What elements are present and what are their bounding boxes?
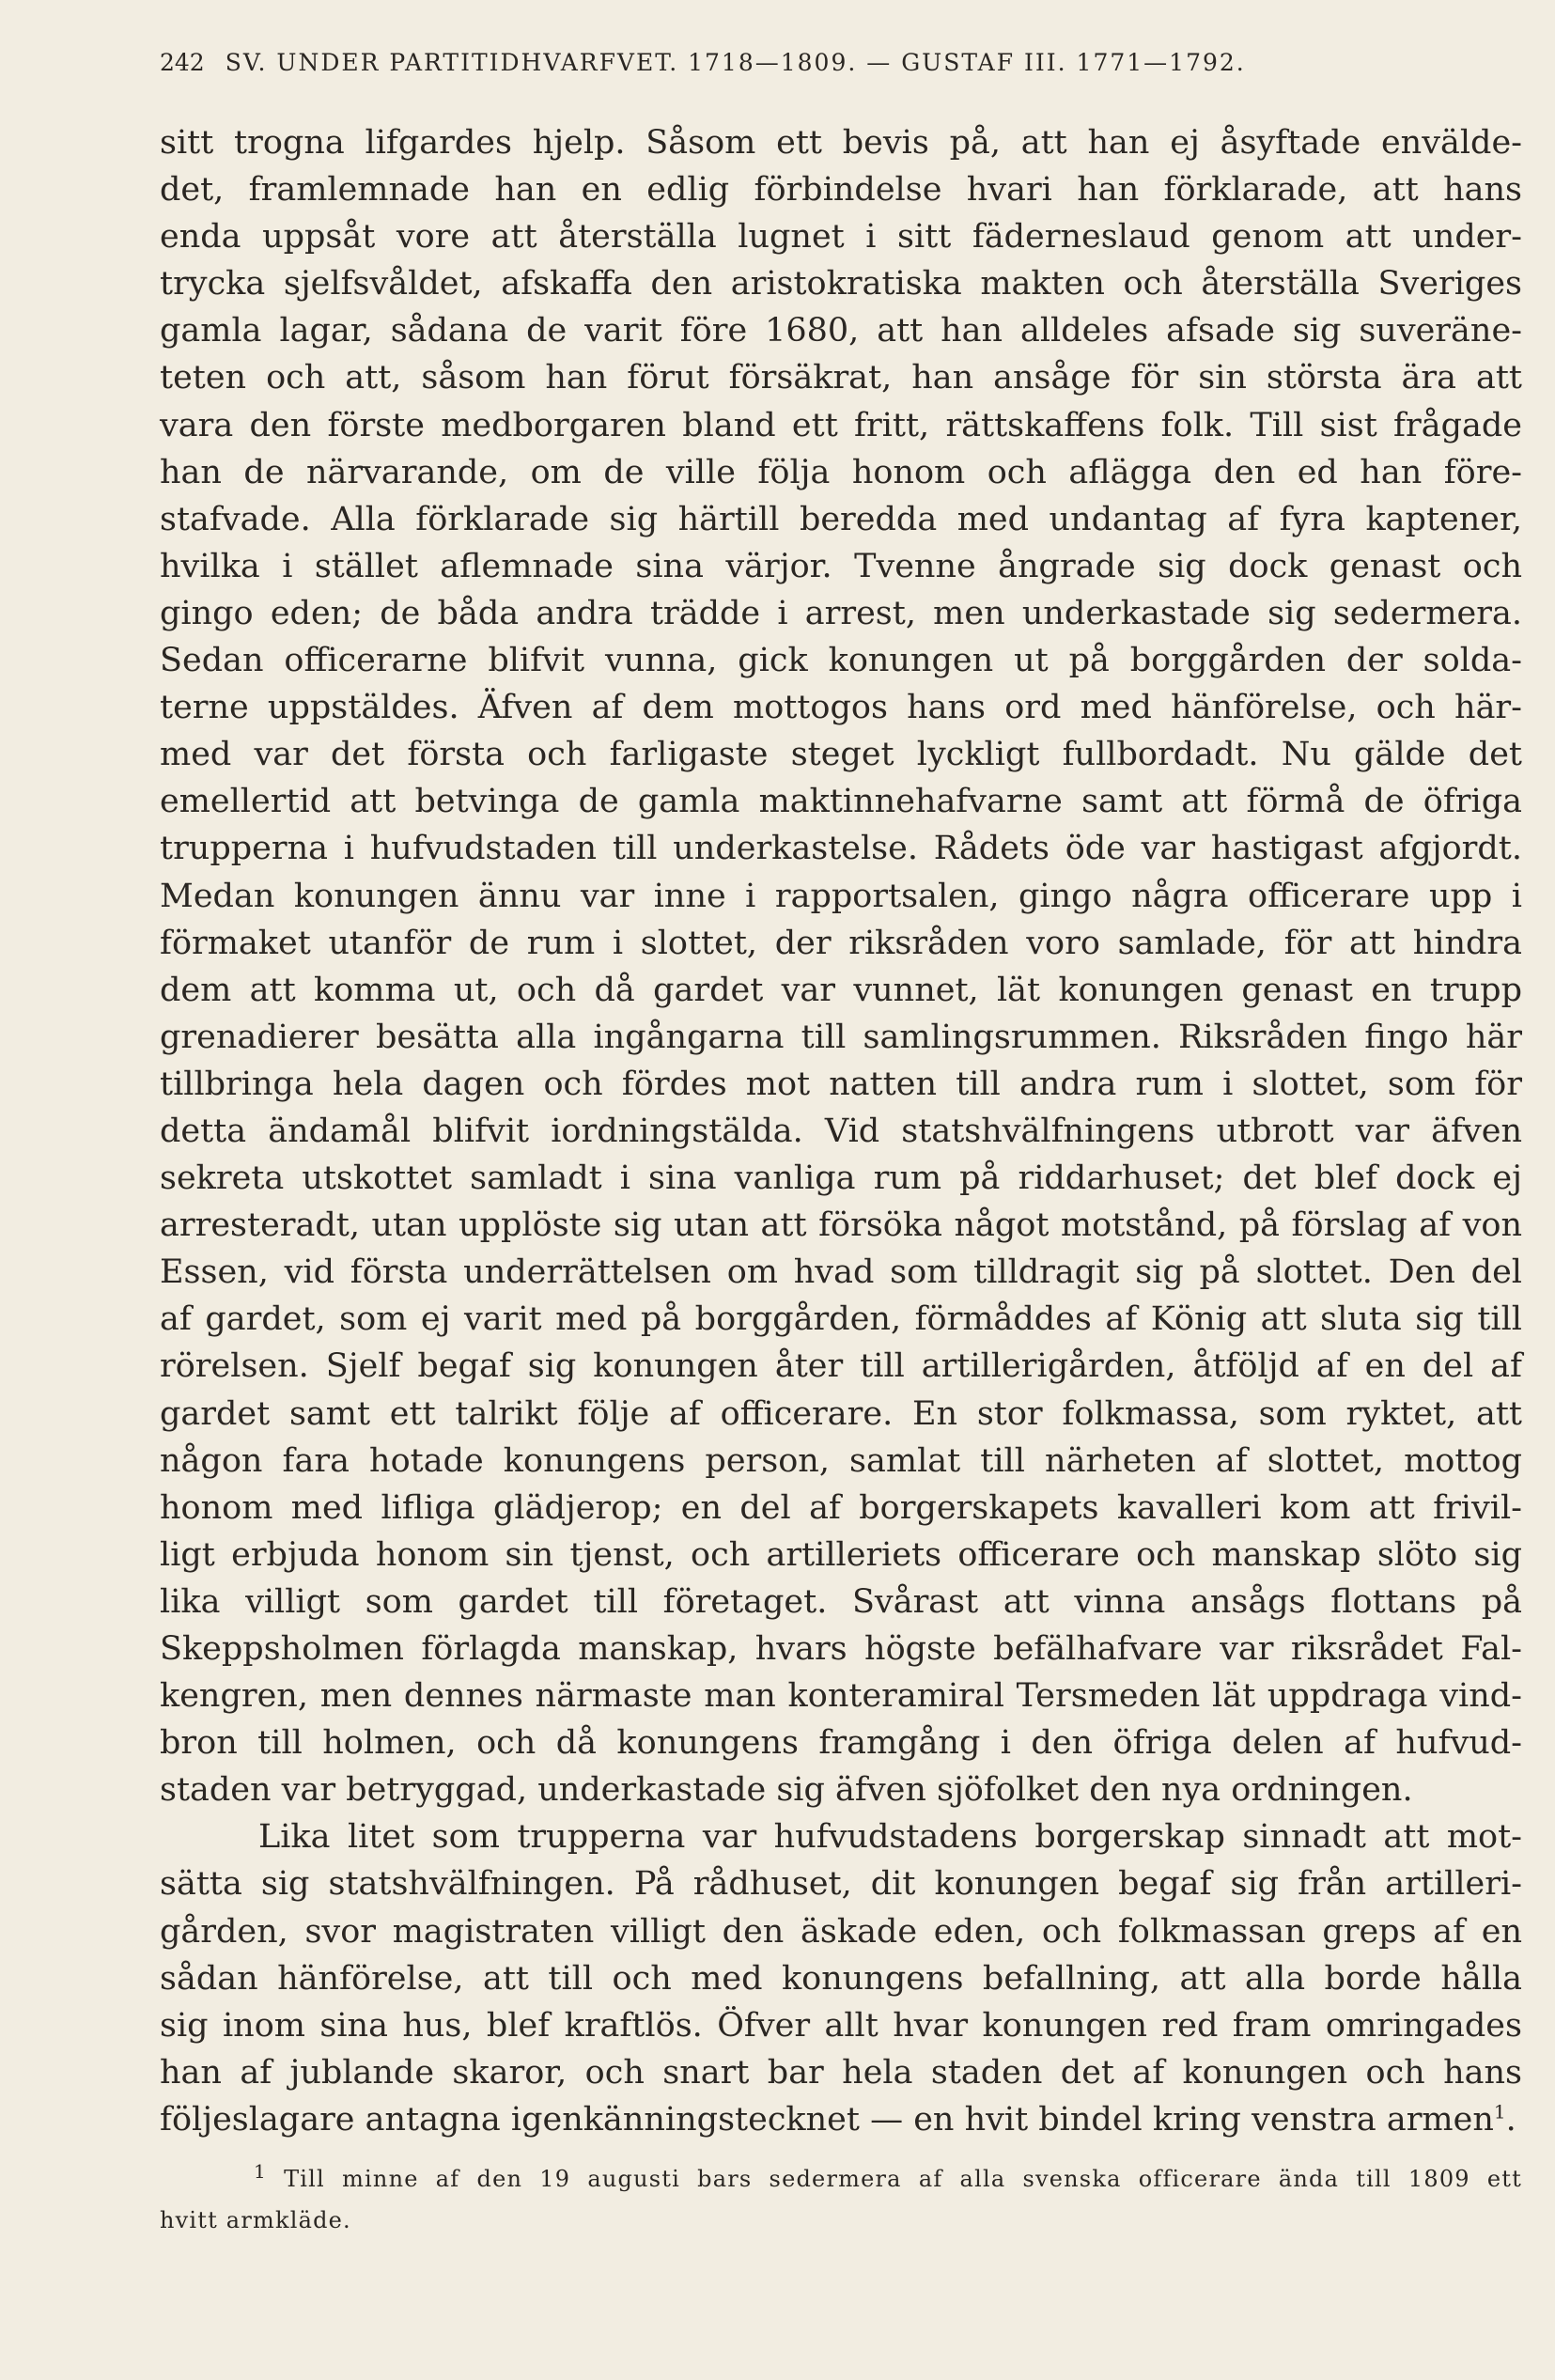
text-line: gardet samt ett talrikt följe af officerare. En stor folkmassa, som ryktet, att: [160, 1394, 1522, 1433]
text-line: sitt trogna lifgardes hjelp. Såsom ett bevis på, att han ej åsyftade envälde-: [160, 124, 1522, 162]
text-line: sekreta utskottet samladt i sina vanliga rum på riddarhuset; det blef dock ej: [160, 1159, 1522, 1198]
text-line: med var det första och farligaste steget lyckligt fullbordadt. Nu gälde det: [160, 736, 1522, 774]
text-line: följeslagare antagna igenkänningstecknet — en hvit bindel kring venstra armen$^1$.: [160, 2100, 1516, 2139]
text-line: stafvade. Alla förklarade sig härtill beredda med undantag af fyra kaptener,: [160, 500, 1522, 538]
page-number: 242: [160, 49, 205, 76]
text-line: bron till holmen, och då konungens framgång i den öfriga delen af hufvud-: [160, 1724, 1522, 1763]
text-line: emellertid att betvinga de gamla maktinnehafvarne samt att förmå de öfriga: [160, 783, 1522, 821]
text-line: trupperna i hufvudstaden till underkastelse. Rådets öde var hastigast afgjordt.: [160, 830, 1522, 868]
text-line: rörelsen. Sjelf begaf sig konungen åter till artillerigården, åtföljd af en del af: [160, 1347, 1522, 1386]
text-line: trycka sjelfsvåldet, afskaffa den aristokratiska makten och återställa Sveriges: [160, 265, 1522, 303]
text-line: Lika litet som trupperna var hufvudstadens borgerskap sinnadt att mot-: [258, 1818, 1522, 1857]
text-line: gården, svor magistraten villigt den äskade eden, och folkmassan greps af en: [160, 1912, 1522, 1951]
body-text: [160, 119, 1522, 2143]
text-line: sätta sig statshvälfningen. På rådhuset, dit konungen begaf sig från artilleri-: [160, 1865, 1522, 1904]
text-line: sådan hänförelse, att till och med konungens befallning, att alla borde hålla: [160, 1959, 1522, 1998]
text-line: detta ändamål blifvit iordningstälda. Vid statshvälfningens utbrott var äfven: [160, 1112, 1522, 1150]
footnote: [160, 2158, 1522, 2241]
text-line: terne uppstäldes. Äfven af dem mottogos hans ord med hänförelse, och här-: [160, 689, 1522, 727]
text-line: lika villigt som gardet till företaget. Svårast att vinna ansågs flottans på: [160, 1582, 1522, 1621]
text-line: han de närvarande, om de ville följa honom och aflägga den ed han före-: [160, 453, 1522, 491]
text-line: sig inom sina hus, blef kraftlös. Öfver allt hvar konungen red fram omringades: [160, 2006, 1522, 2045]
text-line: gingo eden; de båda andra trädde i arrest, men underkastade sig sedermera.: [160, 594, 1522, 632]
text-line: Essen, vid första underrättelsen om hvad som tilldragit sig på slottet. Den del: [160, 1253, 1522, 1292]
text-line: grenadierer besätta alla ingångarna till samlingsrummen. Riksråden fingo här: [160, 1018, 1522, 1056]
footnote-line: hvitt armkläde.: [160, 2207, 351, 2234]
text-line: teten och att, såsom han förut försäkrat, han ansåge för sin största ära att: [160, 359, 1522, 397]
footnote-reference: 1: [1493, 2100, 1506, 2123]
text-line: honom med lifliga glädjerop; en del af borgerskapets kavalleri kom att frivil-: [160, 1488, 1522, 1527]
text-line: Skeppsholmen förlagda manskap, hvars högste befälhafvare var riksrådet Fal-: [160, 1630, 1522, 1668]
running-title: SV. UNDER PARTITIDHVARFVET. 1718—1809. — GUSTAF III. 1771—1792.: [225, 49, 1246, 76]
text-line: gamla lagar, sådana de varit före 1680, att han alldeles afsade sig suveräne-: [160, 312, 1522, 350]
text-line: någon fara hotade konungens person, samlat till närheten af slottet, mottog: [160, 1441, 1522, 1480]
text-line: Medan konungen ännu var inne i rapportsalen, gingo några officerare upp i: [160, 877, 1522, 915]
book-page: [160, 49, 1522, 2241]
text-line: det, framlemnade han en edlig förbindelse hvari han förklarade, att hans: [160, 171, 1522, 210]
text-line: arresteradt, utan upplöste sig utan att försöka något motstånd, på förslag af von: [160, 1206, 1522, 1245]
footnote-text: Till minne af den 19 augusti bars sedermera af alla svenska officerare ända till 1809 ett: [266, 2166, 1522, 2193]
text-line: han af jublande skaror, och snart bar hela staden det af konungen och hans: [160, 2053, 1522, 2092]
footnote-line: [160, 2158, 1522, 2200]
text-line: af gardet, som ej varit med på borggården, förmåddes af König att sluta sig till: [160, 1300, 1522, 1339]
text-line: tillbringa hela dagen och fördes mot natten till andra rum i slottet, som för: [160, 1065, 1522, 1103]
text-line: dem att komma ut, och då gardet var vunnet, lät konungen genast en trupp: [160, 971, 1522, 1009]
text-line: förmaket utanför de rum i slottet, der riksråden voro samlade, för att hindra: [160, 924, 1522, 962]
footnote-marker: 1: [254, 2160, 267, 2184]
running-header: [160, 49, 1522, 76]
text-line: vara den förste medborgaren bland ett fritt, rättskaffens folk. Till sist frågade: [160, 406, 1522, 444]
text-line: staden var betryggad, underkastade sig äfven sjöfolket den nya ordningen.: [160, 1771, 1413, 1810]
text-line: kengren, men dennes närmaste man konteramiral Tersmeden lät uppdraga vind-: [160, 1677, 1522, 1716]
text-line: ligt erbjuda honom sin tjenst, och artilleriets officerare och manskap slöto sig: [160, 1535, 1522, 1574]
text-line: Sedan officerarne blifvit vunna, gick konungen ut på borggården der solda-: [160, 642, 1522, 680]
text-line: hvilka i stället aflemnade sina värjor. Tvenne ångrade sig dock genast och: [160, 547, 1522, 585]
text-line: enda uppsåt vore att återställa lugnet i sitt fäderneslaud genom att under-: [160, 218, 1522, 257]
